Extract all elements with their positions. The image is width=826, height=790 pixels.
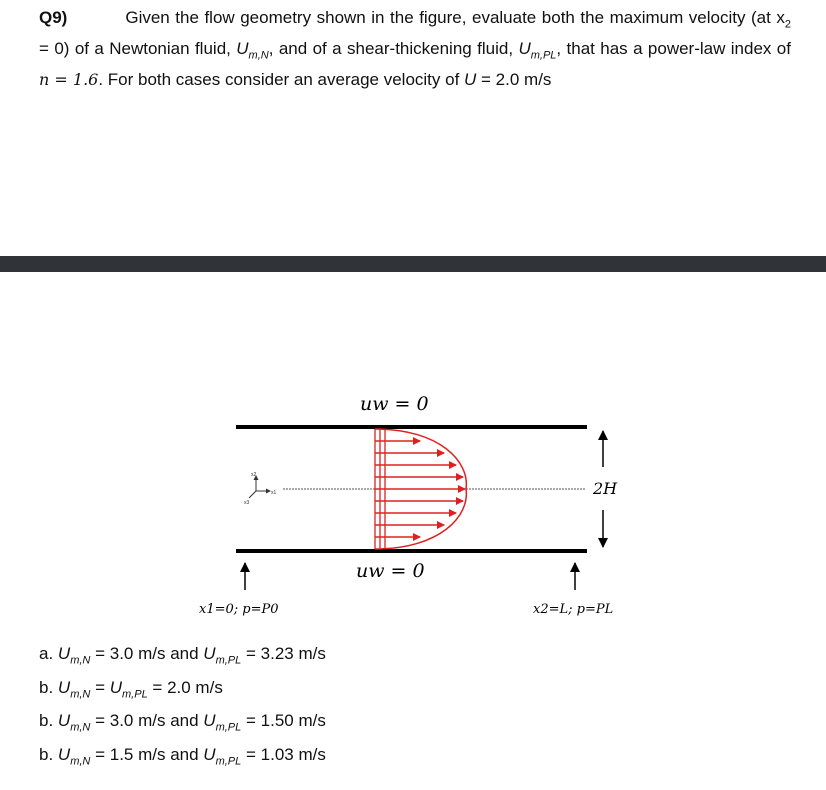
- question-text-4: , that has a power-law index of: [556, 38, 791, 58]
- question-text-5: . For both cases consider an average velocity of: [98, 69, 465, 89]
- question-text-2: = 0) of a Newtonian fluid,: [39, 38, 237, 58]
- question-text-1: Given the flow geometry shown in the figure, evaluate both the maximum velocity (at x: [125, 8, 785, 27]
- newtonian-velocity-symbol: U: [236, 38, 249, 58]
- question-text: [39, 6, 791, 91]
- top-wall-label: [360, 393, 429, 415]
- answer-option-b[interactable]: b. $U_{m,N} = U_{m,PL} = 2.0$ m/s: [39, 677, 223, 700]
- flow-geometry-figure: [0, 272, 826, 634]
- outlet-label: x2=L; p=PL: [533, 602, 614, 617]
- gap-label: 2H: [593, 479, 618, 498]
- answer-options: [39, 642, 326, 776]
- x-subscript: 2: [784, 18, 791, 31]
- power-law-index: n = 1.6: [39, 69, 99, 89]
- bottom-wall-label-text: uw = 0: [356, 560, 425, 582]
- answer-option-a[interactable]: a. $U_{m,N} = 3.0$ m/s and $U_{m,PL} = 3.23$ m/s: [39, 644, 326, 667]
- bottom-wall-label: [356, 560, 425, 582]
- answer-option-c[interactable]: b. $U_{m,N} = 3.0$ m/s and $U_{m,PL} = 1.50$ m/s: [39, 711, 326, 734]
- inlet-label: x1=0; p=P0: [199, 602, 279, 617]
- answer-option-d[interactable]: b. $U_{m,N} = 1.5$ m/s and $U_{m,PL} = 1.03$ m/s: [39, 744, 326, 767]
- divider-bar: [0, 256, 826, 272]
- newtonian-velocity-subscript: m,N: [248, 49, 269, 62]
- question-number: Q9): [39, 8, 68, 27]
- question-text-6: = 2.0 m/s: [476, 69, 552, 89]
- svg-text:x1: x1: [271, 490, 277, 496]
- coordinate-axes-icon: [244, 472, 277, 506]
- powerlaw-velocity-subscript: m,PL: [530, 49, 557, 62]
- top-wall-label-text: uw = 0: [360, 393, 429, 415]
- velocity-arrows: [375, 441, 465, 537]
- powerlaw-velocity-symbol: U: [518, 38, 531, 58]
- svg-text:x3: x3: [244, 500, 250, 506]
- average-velocity-symbol: U: [464, 69, 477, 89]
- question-text-3: , and of a shear-thickening fluid,: [268, 38, 519, 58]
- svg-text:x2: x2: [251, 472, 257, 478]
